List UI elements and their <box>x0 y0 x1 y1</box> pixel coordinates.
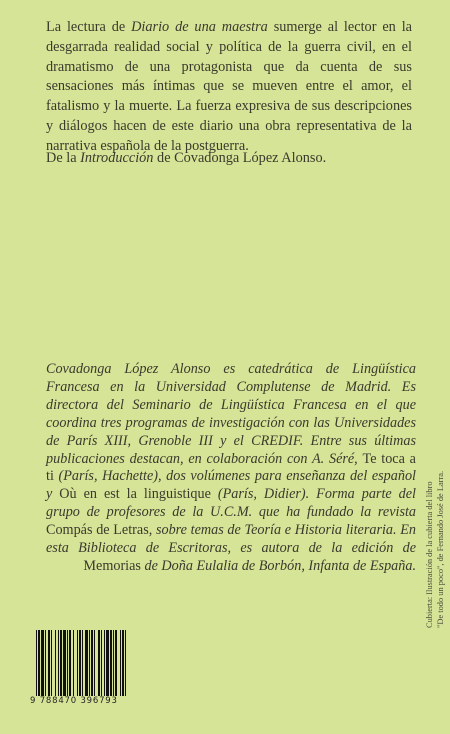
author-biography: Covadonga López Alonso es catedrática de Lingüística Francesa en la Universidad Complutense de Madrid. Es directora del Seminario de Lingüística Francesa en el que coordina tres programas de investigación con las Universidades de París XIII, Grenoble III y el CREDIF. Entre sus últimas publicaciones destacan, en colaboración con A. Séré, Te toca a ti (París, Hachette), dos volúmenes para enseñanza del español y Où en est la linguistique (París, Didier). Forma parte del grupo de profesores de la U.C.M. que ha fundado la revista Compás de Letras, sobre temas de Teoría e Historia literaria. En esta Biblioteca de Escritoras, es autora de la edición de Memorias de Doña Eulalia de Borbón, Infanta de España. <box>46 361 416 574</box>
barcode-bar <box>91 630 93 696</box>
barcode-bar <box>45 630 46 696</box>
barcode-bar <box>79 630 81 696</box>
barcode-bar <box>82 630 83 696</box>
barcode-bar <box>38 630 40 696</box>
barcode-bar <box>104 630 105 696</box>
barcode-bars <box>36 630 156 696</box>
barcode-bar <box>55 630 56 696</box>
barcode-bar <box>36 630 37 696</box>
barcode-bar <box>51 630 52 696</box>
barcode-bar <box>113 630 114 696</box>
barcode-bar <box>94 630 95 696</box>
barcode-bar <box>110 630 112 696</box>
barcode-bar <box>67 630 68 696</box>
cover-illustration-credit: Cubierta: Ilustración de la cubierta del libro "De todo un poco", de Fernando José de Larra. <box>425 470 445 628</box>
synopsis-paragraph: La lectura de Diario de una maestra sumerge al lector en la desgarrada realidad social y política de la guerra civil, en el dramatismo de una protagonista que da cuenta de sus sensaciones más íntimas que se mueven entre el amor, el fatalismo y la muerte. La fuerza expresiva de sus descripciones y diálogos hacen de este diario una obra representativa de la narrativa española de la postguerra. <box>46 19 413 154</box>
barcode-bar <box>41 630 44 696</box>
isbn-barcode <box>30 630 157 712</box>
introduction-attribution: De la Introducción de Covadonga López Alonso. <box>46 150 327 166</box>
barcode-bar <box>122 630 124 696</box>
barcode-bar <box>125 630 126 696</box>
barcode-bar <box>60 630 62 696</box>
barcode-bar <box>89 630 90 696</box>
barcode-digits: 9 788470 396793 <box>30 696 118 706</box>
barcode-bar <box>101 630 102 696</box>
barcode-bar <box>63 630 66 696</box>
barcode-bar <box>77 630 78 696</box>
barcode-bar <box>85 630 88 696</box>
barcode-bar <box>73 630 74 696</box>
book-title: Diario de una maestra <box>131 19 268 35</box>
barcode-bar <box>106 630 109 696</box>
barcode-bar <box>120 630 121 696</box>
barcode-bar <box>48 630 50 696</box>
barcode-bar <box>69 630 71 696</box>
barcode-bar <box>115 630 117 696</box>
barcode-bar <box>98 630 100 696</box>
synopsis-text <box>46 18 412 165</box>
barcode-bar <box>58 630 59 696</box>
